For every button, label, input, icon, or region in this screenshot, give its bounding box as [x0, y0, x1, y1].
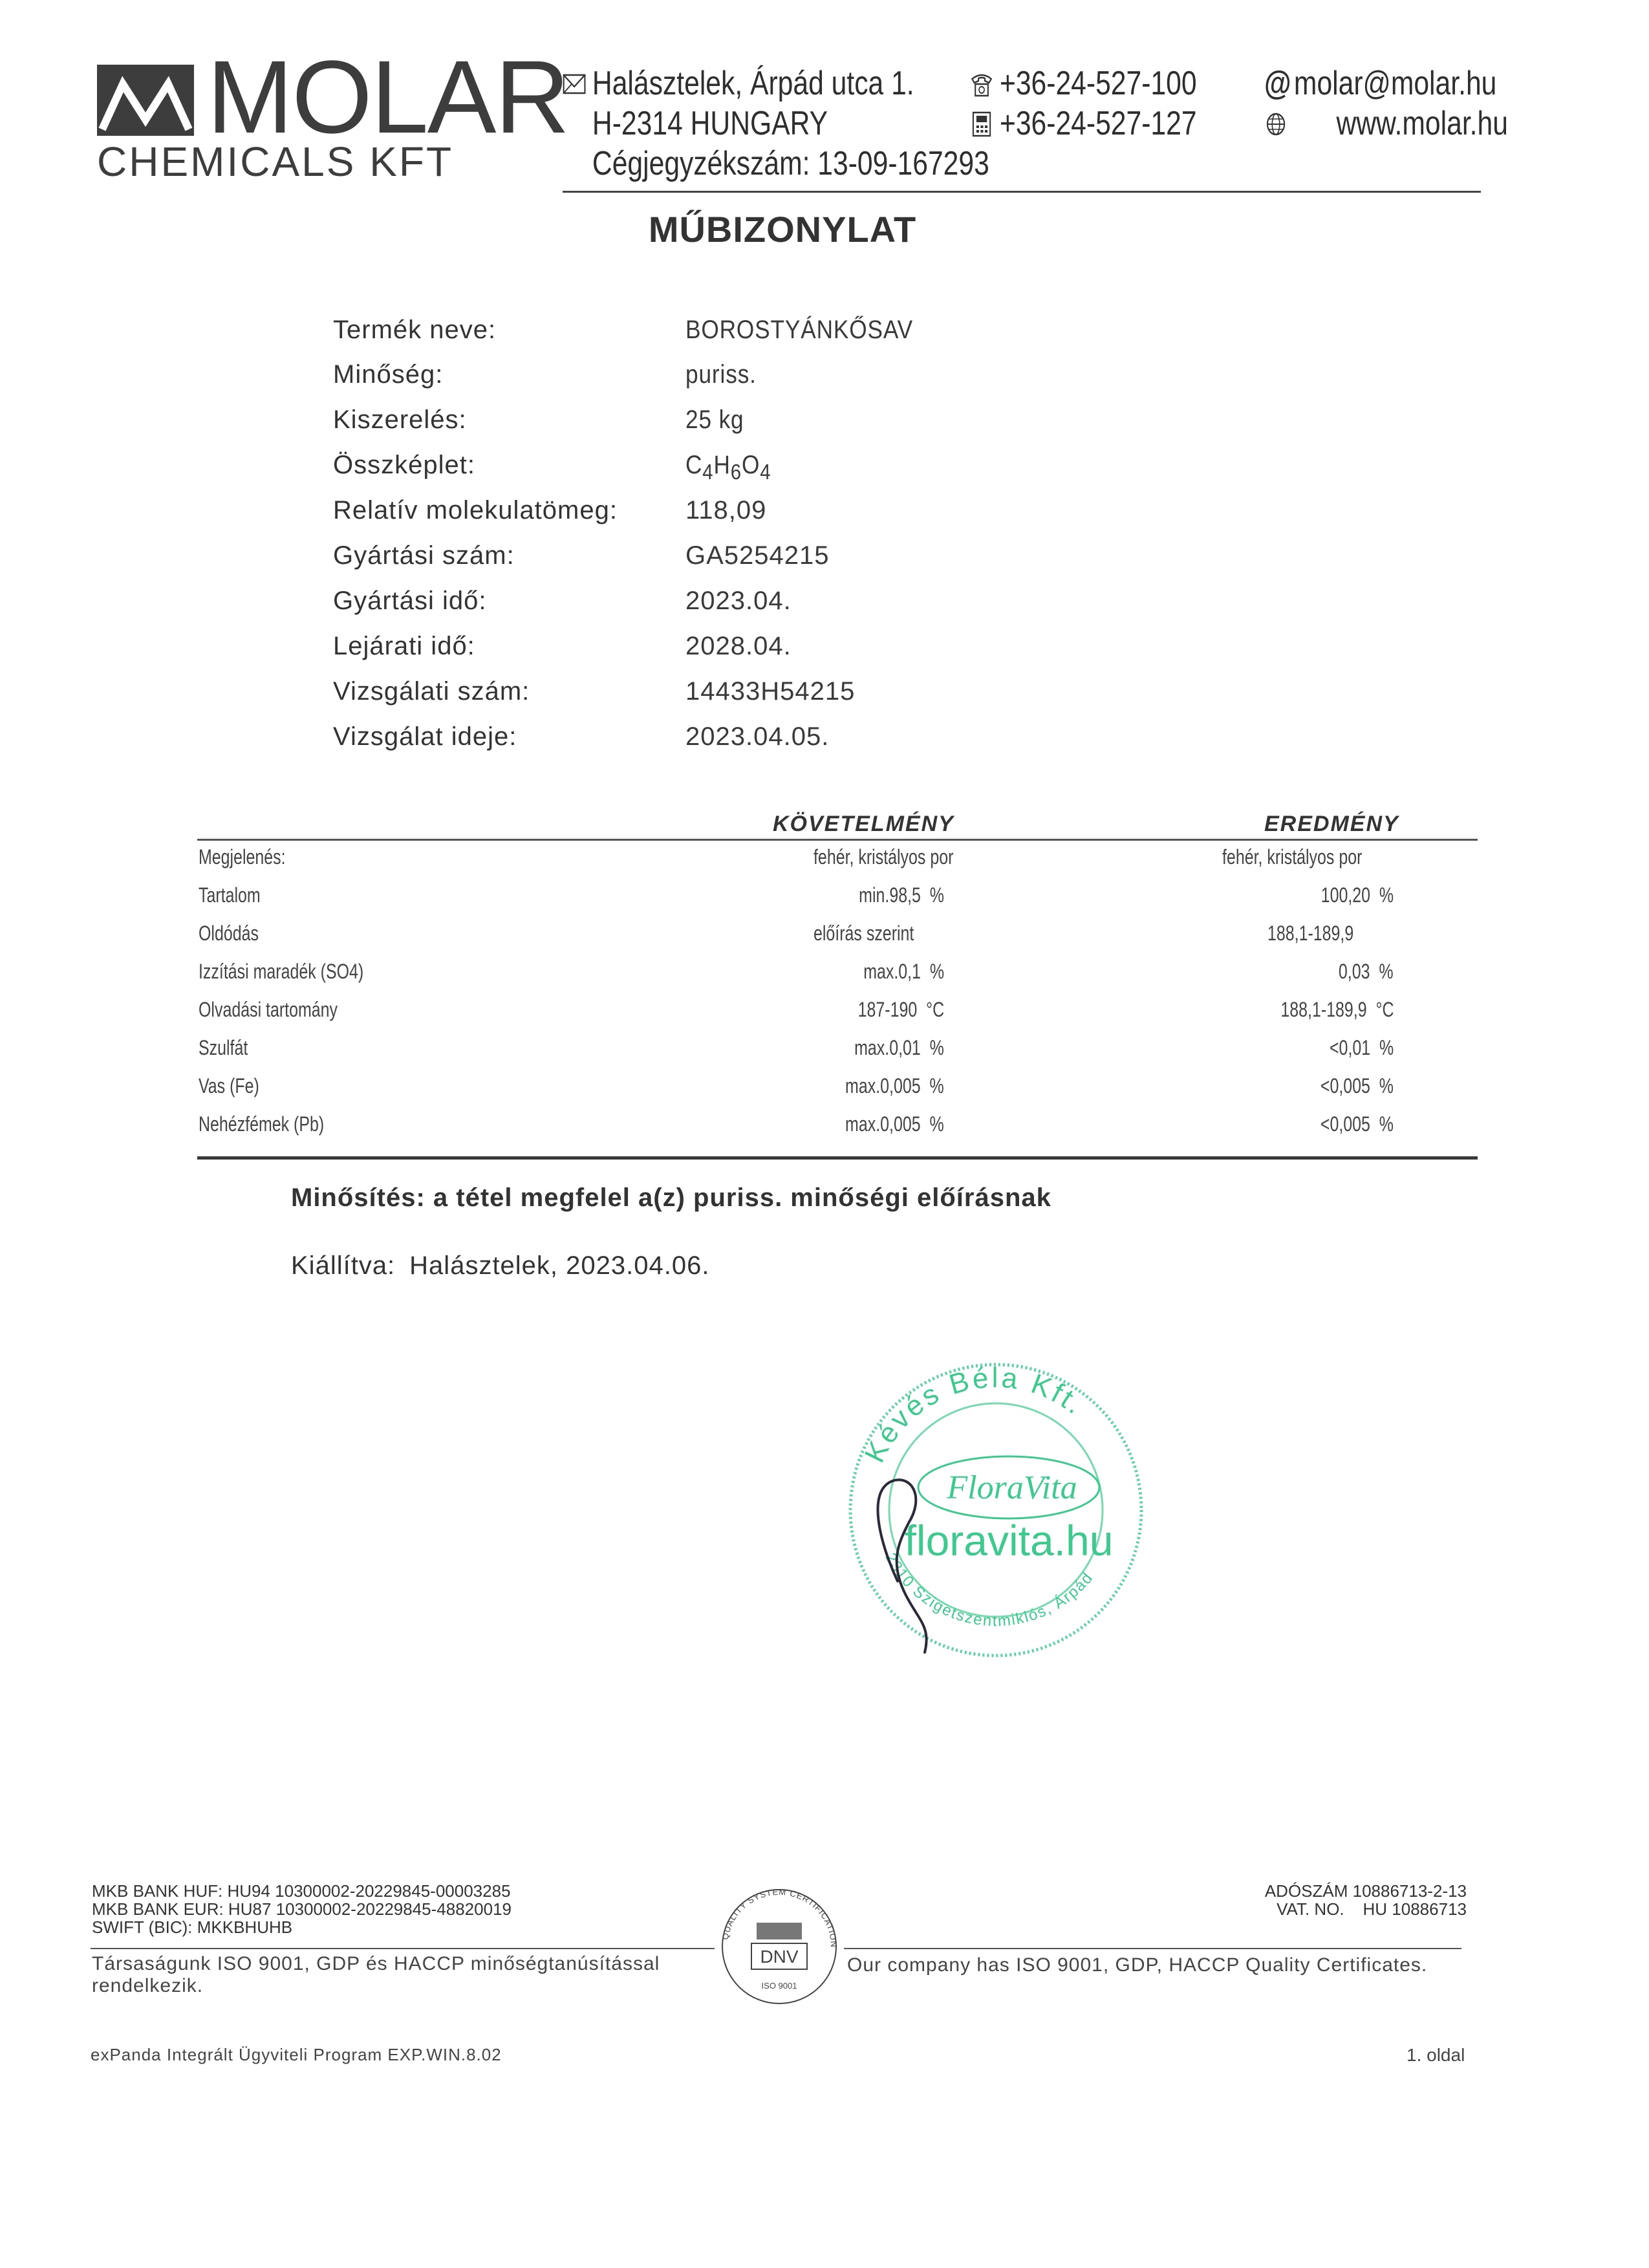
phone-number[interactable]: +36-24-527-100: [999, 65, 1197, 102]
bank-huf: MKB BANK HUF: HU94 10300002-20229845-00003285: [92, 1881, 511, 1901]
phone-block: [970, 63, 1247, 144]
company-stamp: [828, 1348, 1164, 1672]
email-link[interactable]: molar@molar.hu: [1293, 65, 1497, 102]
stamp-web-text: floravita.hu: [904, 1517, 1114, 1564]
molar-logo-icon: [97, 65, 194, 136]
product-info-label: Termék neve:: [333, 316, 497, 344]
test-name: Tartalom: [199, 883, 261, 907]
brand-subtitle: CHEMICALS KFT: [97, 138, 454, 185]
table-row: [0, 998, 1649, 1035]
address-line-1: Halásztelek, Árpád utca 1.: [592, 65, 914, 102]
product-info-label: Lejárati idő:: [333, 632, 475, 660]
result-value: 100,20 %: [1320, 883, 1394, 907]
product-info-row: [0, 587, 1649, 631]
product-info-row: [0, 405, 1649, 449]
product-info-label: Vizsgálat ideje:: [333, 722, 517, 751]
requirement-value: max.0,1 %: [863, 960, 944, 983]
telephone-icon: [970, 70, 993, 98]
document-title: MŰBIZONYLAT: [648, 209, 917, 250]
table-row: [0, 1074, 1649, 1112]
product-info-row: [0, 677, 1649, 721]
table-top-rule: [197, 839, 1478, 841]
table-row: [0, 883, 1649, 921]
header-divider: [563, 191, 1481, 193]
requirement-value: max.0,005 %: [845, 1112, 944, 1136]
product-info-value: 25 kg: [685, 405, 744, 434]
product-info-label: Gyártási idő:: [333, 587, 487, 615]
result-value: 188,1-189,9: [1267, 922, 1354, 945]
iso-hu-line-2: rendelkezik.: [92, 1975, 204, 1996]
product-info-value: 14433H54215: [685, 677, 856, 706]
table-row: [0, 1112, 1649, 1150]
bank-details: [92, 1882, 512, 1936]
qualification-statement: Minősítés: a tétel megfelel a(z) puriss. minőségi előírásnak: [291, 1183, 1051, 1212]
result-value: <0,005 %: [1320, 1112, 1394, 1136]
test-name: Izzítási maradék (SO4): [199, 960, 364, 983]
table-row: [0, 922, 1649, 959]
requirement-value: előírás szerint: [814, 922, 914, 945]
iso-statement-hu: [92, 1953, 660, 1997]
iso-hu-line-1: Társaságunk ISO 9001, GDP és HACCP minőségtanúsítással: [92, 1953, 660, 1974]
dnv-ring-text: QUALITY SYSTEM CERTIFICATION: [720, 1886, 839, 1949]
requirement-value: min.98,5 %: [859, 883, 944, 907]
requirement-column-header: KÖVETELMÉNY: [773, 812, 954, 836]
product-info-row: [0, 316, 1649, 360]
envelope-icon: [563, 70, 586, 98]
result-value: <0,005 %: [1320, 1074, 1394, 1097]
result-value: <0,01 %: [1329, 1036, 1394, 1059]
vat-number: VAT. NO. HU 10886713: [1277, 1899, 1467, 1919]
test-name: Megjelenés:: [199, 845, 286, 869]
product-info-label: Kiszerelés:: [333, 405, 467, 434]
product-info-value: 118,09: [685, 496, 767, 524]
table-row: [0, 1036, 1649, 1074]
product-info-row: [0, 360, 1649, 404]
fax-number[interactable]: +36-24-527-127: [999, 105, 1197, 142]
fax-icon: [970, 110, 993, 138]
product-info-value: 2028.04.: [685, 632, 792, 660]
footer-rule-right: [844, 1948, 1461, 1949]
table-row: [0, 845, 1649, 883]
website-link[interactable]: www.molar.hu: [1336, 105, 1508, 142]
swift-code: SWIFT (BIC): MKKBHUHB: [92, 1917, 293, 1937]
contact-block: [1264, 63, 1562, 144]
test-name: Szulfát: [199, 1036, 248, 1059]
table-row: [0, 960, 1649, 997]
address-line-2: H-2314 HUNGARY: [592, 105, 828, 142]
company-registration: Cégjegyzékszám: 13-09-167293: [592, 145, 989, 182]
stamp-logo-text: FloraVita: [947, 1469, 1077, 1506]
product-info-value: GA5254215: [685, 541, 830, 570]
issue-line: [291, 1251, 709, 1280]
result-column-header: EREDMÉNY: [1264, 812, 1399, 836]
dnv-certification-seal: [711, 1879, 847, 2014]
test-name: Oldódás: [199, 922, 259, 945]
test-name: Olvadási tartomány: [199, 998, 338, 1021]
product-info-label: Összképlet:: [333, 451, 475, 479]
tax-number: ADÓSZÁM 10886713-2-13: [1264, 1881, 1467, 1901]
product-info-row: [0, 496, 1649, 540]
test-name: Vas (Fe): [199, 1074, 259, 1097]
table-bottom-rule: [197, 1156, 1478, 1160]
issue-label: Kiállítva:: [291, 1251, 396, 1280]
product-info-row: [0, 722, 1649, 766]
iso-statement-en: Our company has ISO 9001, GDP, HACCP Quality Certificates.: [847, 1954, 1428, 1976]
product-info-value: BOROSTYÁNKŐSAV: [685, 316, 914, 344]
test-name: Nehézfémek (Pb): [199, 1112, 325, 1136]
product-info-label: Vizsgálati szám:: [333, 677, 530, 706]
at-sign-icon: @: [1264, 65, 1291, 102]
product-info-value: $C_4H_6O_4$: [685, 451, 771, 484]
product-info-label: Relatív molekulatömeg:: [333, 496, 618, 524]
dnv-sub-label: ISO 9001: [761, 1981, 797, 1991]
brand-name: MOLAR: [207, 39, 568, 155]
globe-icon: [1264, 110, 1288, 138]
product-info-row: [0, 541, 1649, 585]
page-number: 1. oldal: [1406, 2045, 1465, 2065]
requirement-value: max.0,005 %: [845, 1074, 944, 1097]
product-info-row: [0, 632, 1649, 676]
product-info-row: [0, 451, 1649, 495]
product-info-label: Gyártási szám:: [333, 541, 515, 570]
issue-place-date: Halásztelek, 2023.04.06.: [409, 1251, 710, 1280]
stamp-ring-bottom-text: 2310 Szigetszentmiklós, Árpád: [881, 1550, 1097, 1630]
stamp-ring-text: Kévés Béla Kft.: [858, 1361, 1092, 1468]
result-value: 0,03 %: [1339, 960, 1394, 983]
product-info-value: 2023.04.: [685, 587, 792, 615]
product-info-label: Minőség:: [333, 360, 444, 389]
result-value: 188,1-189,9 °C: [1280, 998, 1394, 1021]
tax-details: [1265, 1882, 1467, 1918]
svg-text:Kévés Béla Kft.: [859, 1362, 1092, 1467]
bank-eur: MKB BANK EUR: HU87 10300002-20229845-48820019: [92, 1899, 512, 1919]
product-info-value: puriss.: [685, 360, 757, 389]
software-footer: exPanda Integrált Ügyviteli Program EXP.WIN.8.02: [91, 2045, 502, 2064]
product-info-value: 2023.04.05.: [685, 722, 830, 751]
dnv-label: DNV: [760, 1947, 799, 1967]
requirement-value: 187-190 °C: [857, 998, 944, 1021]
requirement-value: fehér, kristályos por: [814, 845, 954, 869]
result-value: fehér, kristályos por: [1222, 845, 1363, 869]
footer-rule-left: [91, 1948, 715, 1949]
requirement-value: max.0,01 %: [854, 1036, 944, 1059]
